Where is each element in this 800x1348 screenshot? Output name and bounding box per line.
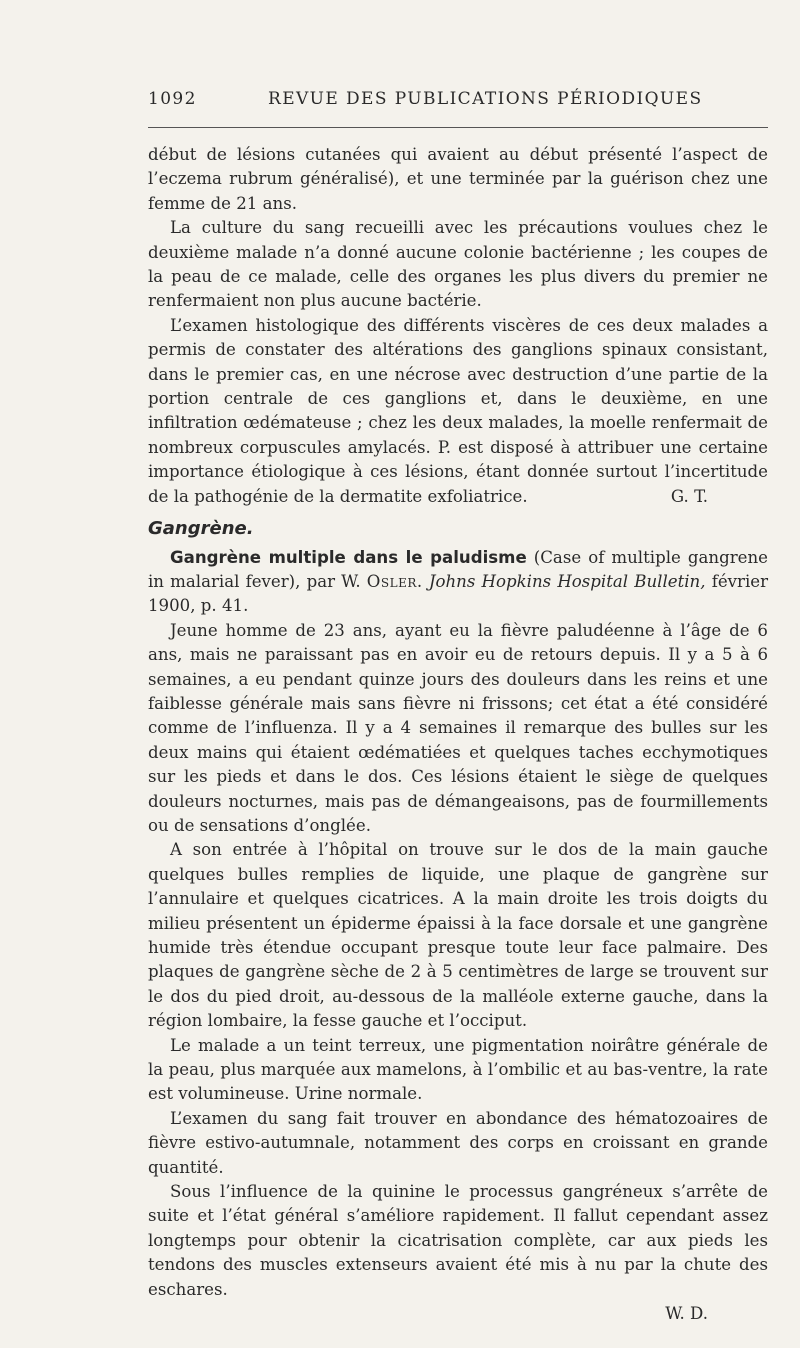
paragraph [148,314,768,509]
paragraph: La culture du sang recueilli avec les précautions voulues chez le deuxième malade n’a donné aucune colonie bactérienne ; les coupes de la peau de ce malade, celle des organes les plus divers du premier ne renfermaient non plus aucune bactérie. [148,218,768,311]
page-number: 1092 [148,89,197,109]
paragraph: A son entrée à l’hôpital on trouve sur le dos de la main gauche quelques bulles remplies de liquide, une plaque de gangrène sur l’annulaire et quelques cicatrices. A la main droite les trois doigts du milieu présentent un épiderme épaissi à la face dorsale et une gangrène humide très étendue occupant presque toute leur face palmaire. Des plaques de gangrène sèche de 2 à 5 centimètres de large se trouvent sur le dos du pied droit, au-dessous de la malléole externe gauche, dans la région lombaire, la fesse gauche et l’occiput. [148,840,768,1031]
signature: G. T. [670,486,708,506]
article-header [148,546,768,619]
article-author: Osler. [366,571,423,591]
paragraph: Jeune homme de 23 ans, ayant eu la fièvre paludéenne à l’âge de 6 ans, mais ne paraissant pas en avoir eu de retours depuis. Il y a 5 à 6 semaines, a eu pendant quinze jours des douleurs dans les reins et une faiblesse générale mais sans fièvre ni frissons; cet état a été considéré comme de l’influenza. Il y a 4 semaines il remarque des bulles sur les deux mains qui étaient œdématiées et quelques taches ecchymotiques sur les pieds et dans le dos. Ces lésions étaient le siège de quelques douleurs nocturnes, mais pas de démangeaisons, pas de fourmillements ou de sensations d’onglée. [148,620,768,835]
article-citation: février 1900, p. 41. [148,571,769,616]
signature: W. D. [665,1304,708,1324]
paragraph-text: L’examen histologique des différents viscères de ces deux malades a permis de constater des altérations des ganglions spinaux consistant, dans le premier cas, en une nécrose avec destruction d’une partie de la portion centrale de ces ganglions et, dans le deuxième, en une infiltration œdémateuse ; chez les deux malades, la moelle renfermait de nombreux corpuscules amylacés. P. est disposé à attribuer une certaine importance étiologique à ces lésions, étant donnée surtout l’incertitude de la pathogénie de la dermatite exfoliatrice. [148,315,768,506]
article-subtitle: (Case of multiple gangrene in malarial fever), par W. [148,547,768,591]
running-title: REVUE DES PUBLICATIONS PÉRIODIQUES [268,89,703,109]
article-journal: Johns Hopkins Hospital Bulletin, [428,571,706,591]
paragraph: Le malade a un teint terreux, une pigmentation noirâtre générale de la peau, plus marquée aux mamelons, à l’ombilic et au bas-ventre, la rate est volumineuse. Urine normale. [148,1035,768,1104]
paragraph: début de lésions cutanées qui avaient au début présenté l’aspect de l’eczema rubrum généralisé), et une terminée par la guérison chez une femme de 21 ans. [148,145,768,213]
paragraph: Sous l’influence de la quinine le processus gangréneux s’arrête de suite et l’état général s’améliore rapidement. Il fallut cependant assez longtemps pour obtenir la cicatrisation complète, car aux pieds les tendons des muscles extenseurs avaient été mis à nu par la chute des eschares. [148,1182,768,1299]
page-body [148,143,768,1327]
header-rule [148,127,768,128]
paragraph: L’examen du sang fait trouver en abondance des hématozoaires de fièvre estivo-autumnale, notamment des corps en croissant en grande quantité. [148,1108,768,1177]
running-header [148,89,768,113]
section-title: Gangrène. [148,518,254,540]
article-title: Gangrène multiple dans le paludisme [170,547,527,567]
